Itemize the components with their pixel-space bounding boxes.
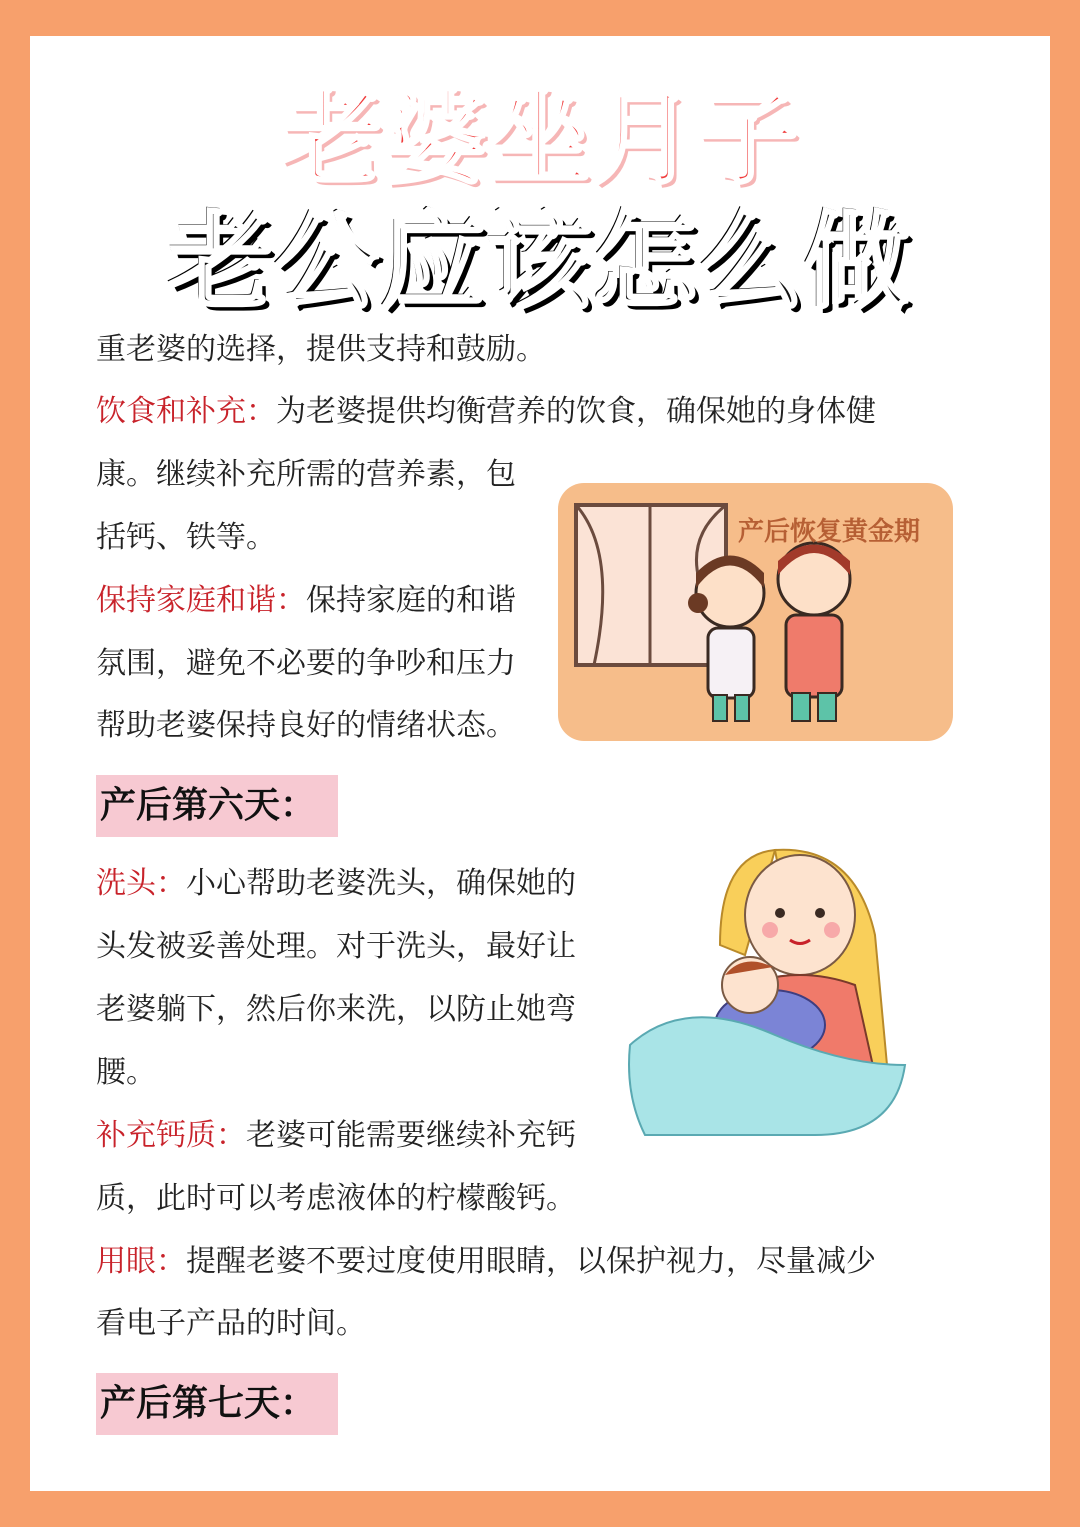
woman-body: [708, 628, 754, 698]
harmony-label: 保持家庭和谐：: [96, 583, 306, 618]
eyes-line-1: 用眼：提醒老婆不要过度使用眼睛，以保护视力，尽量减少: [96, 1244, 876, 1279]
calcium-label: 补充钙质：: [96, 1118, 246, 1153]
diet-line-3: 括钙、铁等。: [96, 520, 276, 555]
wash-line-3: 老婆躺下，然后你来洗，以防止她弯: [96, 992, 576, 1027]
eyes-line-2: 看电子产品的时间。: [96, 1306, 366, 1341]
diet-line-2: 康。继续补充所需的营养素，包: [96, 457, 516, 492]
wash-line-2: 头发被妥善处理。对于洗头，最好让: [96, 929, 576, 964]
recovery-illustration: [558, 483, 953, 741]
calcium-line-2: 质，此时可以考虑液体的柠檬酸钙。: [96, 1181, 576, 1216]
diet-line-1: 饮食和补充：为老婆提供均衡营养的饮食，确保她的身体健: [96, 394, 876, 429]
day6-heading: 产后第六天：: [96, 775, 338, 837]
mother-face: [745, 855, 855, 975]
man-body: [786, 615, 842, 697]
wash-line-1: 洗头：小心帮助老婆洗头，确保她的: [96, 866, 576, 901]
title-line-2: 老公应该怎么做: [168, 201, 911, 323]
wash-line-4: 腰。: [96, 1055, 156, 1090]
eyes-label: 用眼：: [96, 1244, 186, 1279]
wash-label: 洗头：: [96, 866, 186, 901]
card-title: 产后恢复黄金期: [738, 517, 921, 547]
harmony-line-3: 帮助老婆保持良好的情绪状态。: [96, 708, 516, 743]
harmony-line-1: 保持家庭和谐：保持家庭的和谐: [96, 583, 516, 618]
harmony-line-2: 氛围，避免不必要的争吵和压力: [96, 646, 516, 681]
diet-label: 饮食和补充：: [96, 394, 276, 429]
mother-baby-illustration: [625, 835, 915, 1140]
intro-text: 重老婆的选择，提供支持和鼓励。: [96, 332, 546, 367]
calcium-line-1: 补充钙质：老婆可能需要继续补充钙: [96, 1118, 576, 1153]
day7-heading: 产后第七天：: [96, 1373, 338, 1435]
title-line-1: 老婆坐月子: [280, 80, 800, 199]
